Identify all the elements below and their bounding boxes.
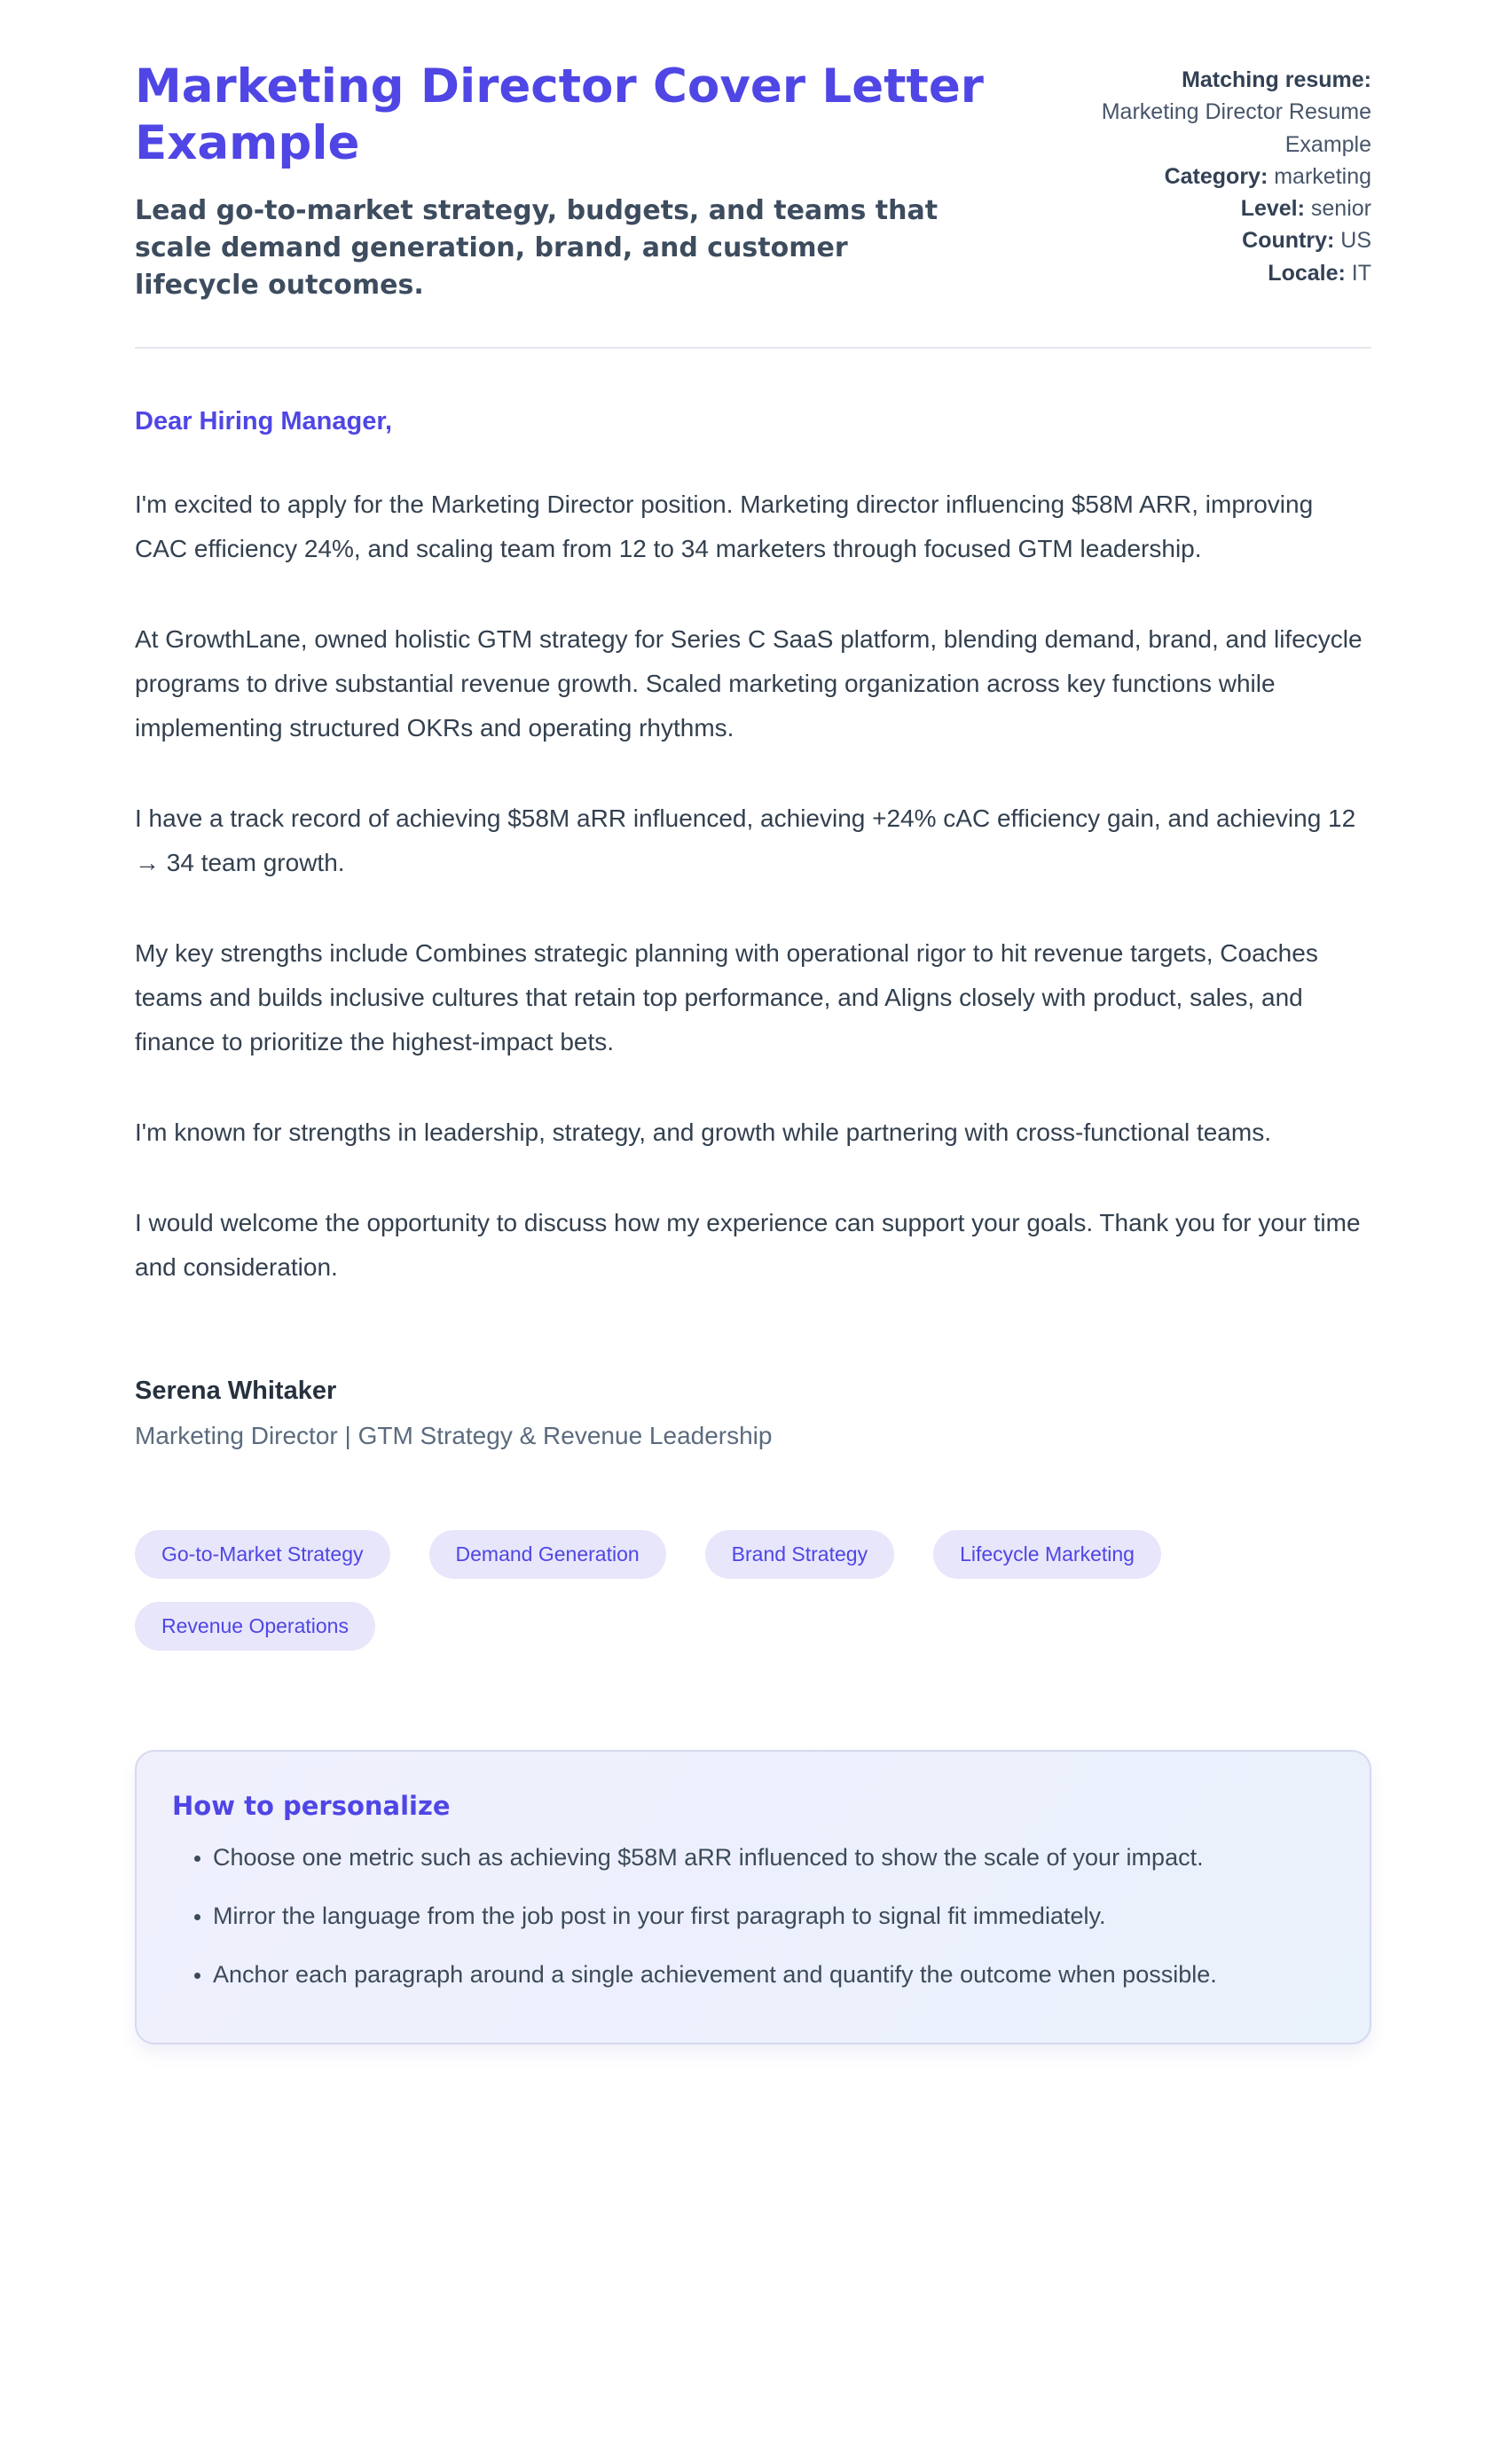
meta-label: Country: — [1242, 228, 1335, 254]
letter-paragraph: I'm excited to apply for the Marketing Director position. Marketing director influencing $58M ARR, improving CAC efficiency 24%, and scaling team from 12 to 34 marketers through focused GTM leadership. — [135, 490, 1314, 563]
signature-role: Marketing Director | GTM Strategy & Revenue Leadership — [135, 1422, 773, 1450]
meta-label: Category: — [1164, 163, 1268, 189]
meta-label: Matching resume: — [1182, 67, 1371, 92]
personalize-tips-list — [172, 1835, 1327, 1997]
page-title: Marketing Director Cover Letter Example — [135, 59, 984, 170]
skill-tag-chip: Revenue Operations — [135, 1602, 375, 1651]
personalize-tip: • Mirror the language from the job post in your first paragraph to signal fit immediately. — [213, 1894, 1260, 1938]
resume-meta-block — [1079, 59, 1371, 304]
page-header — [135, 59, 1371, 304]
letter-paragraphs — [135, 483, 1371, 1290]
letter-paragraph: I'm known for strengths in leadership, strategy, and growth while partnering with cross-functional teams. — [135, 1118, 1271, 1147]
skill-tags — [135, 1530, 1370, 1651]
letter-paragraph: I would welcome the opportunity to discuss how my experience can support your goals. Thank you for your time and consideration. — [135, 1209, 1361, 1282]
meta-row — [1079, 192, 1371, 224]
skill-tag-chip: Go-to-Market Strategy — [135, 1530, 390, 1579]
personalize-title: How to personalize — [172, 1791, 451, 1822]
skill-tag-chip: Demand Generation — [429, 1530, 666, 1579]
meta-row — [1079, 224, 1371, 256]
letter-body — [135, 407, 1371, 2044]
letter-greeting: Dear Hiring Manager, — [135, 407, 393, 436]
meta-row — [1079, 257, 1371, 289]
meta-value: US — [1340, 228, 1371, 254]
letter-paragraph: I have a track record of achieving $58M aRR influenced, achieving +24% cAC efficiency gain, and achieving 12 → 34 team growth. — [135, 804, 1356, 877]
skill-tag-chip: Lifecycle Marketing — [933, 1530, 1161, 1579]
meta-row — [1079, 64, 1371, 161]
skill-tag-chip: Brand Strategy — [705, 1530, 894, 1579]
meta-value: senior — [1310, 196, 1371, 221]
header-title-block — [135, 59, 1052, 304]
meta-label: Level: — [1240, 196, 1305, 221]
personalize-tips-card — [135, 1750, 1371, 2044]
meta-value: Marketing Director Resume Example — [1101, 99, 1371, 157]
meta-label: Locale: — [1268, 260, 1346, 286]
personalize-tip: • Choose one metric such as achieving $58M aRR influenced to show the scale of your impact. — [213, 1835, 1260, 1879]
letter-paragraph: My key strengths include Combines strategic planning with operational rigor to hit revenue targets, Coaches teams and builds inclusive cultures that retain top performance, and Aligns closely with product, sales, and finance to prioritize the highest-impact bets. — [135, 939, 1318, 1056]
letter-paragraph: At GrowthLane, owned holistic GTM strategy for Series C SaaS platform, blending demand, brand, and lifecycle programs to drive substantial revenue growth. Scaled marketing organization across key functions while implementing structured OKRs and operating rhythms. — [135, 625, 1363, 742]
personalize-tip: • Anchor each paragraph around a single achievement and quantify the outcome when possible. — [213, 1952, 1260, 1997]
meta-row — [1079, 161, 1371, 192]
meta-value: IT — [1351, 260, 1371, 286]
meta-value: marketing — [1274, 163, 1371, 189]
page-subtitle: Lead go-to-market strategy, budgets, and teams that scale demand generation, brand, and customer lifecycle outcomes. — [135, 195, 939, 302]
signature-name: Serena Whitaker — [135, 1377, 337, 1406]
header-divider — [135, 347, 1371, 349]
